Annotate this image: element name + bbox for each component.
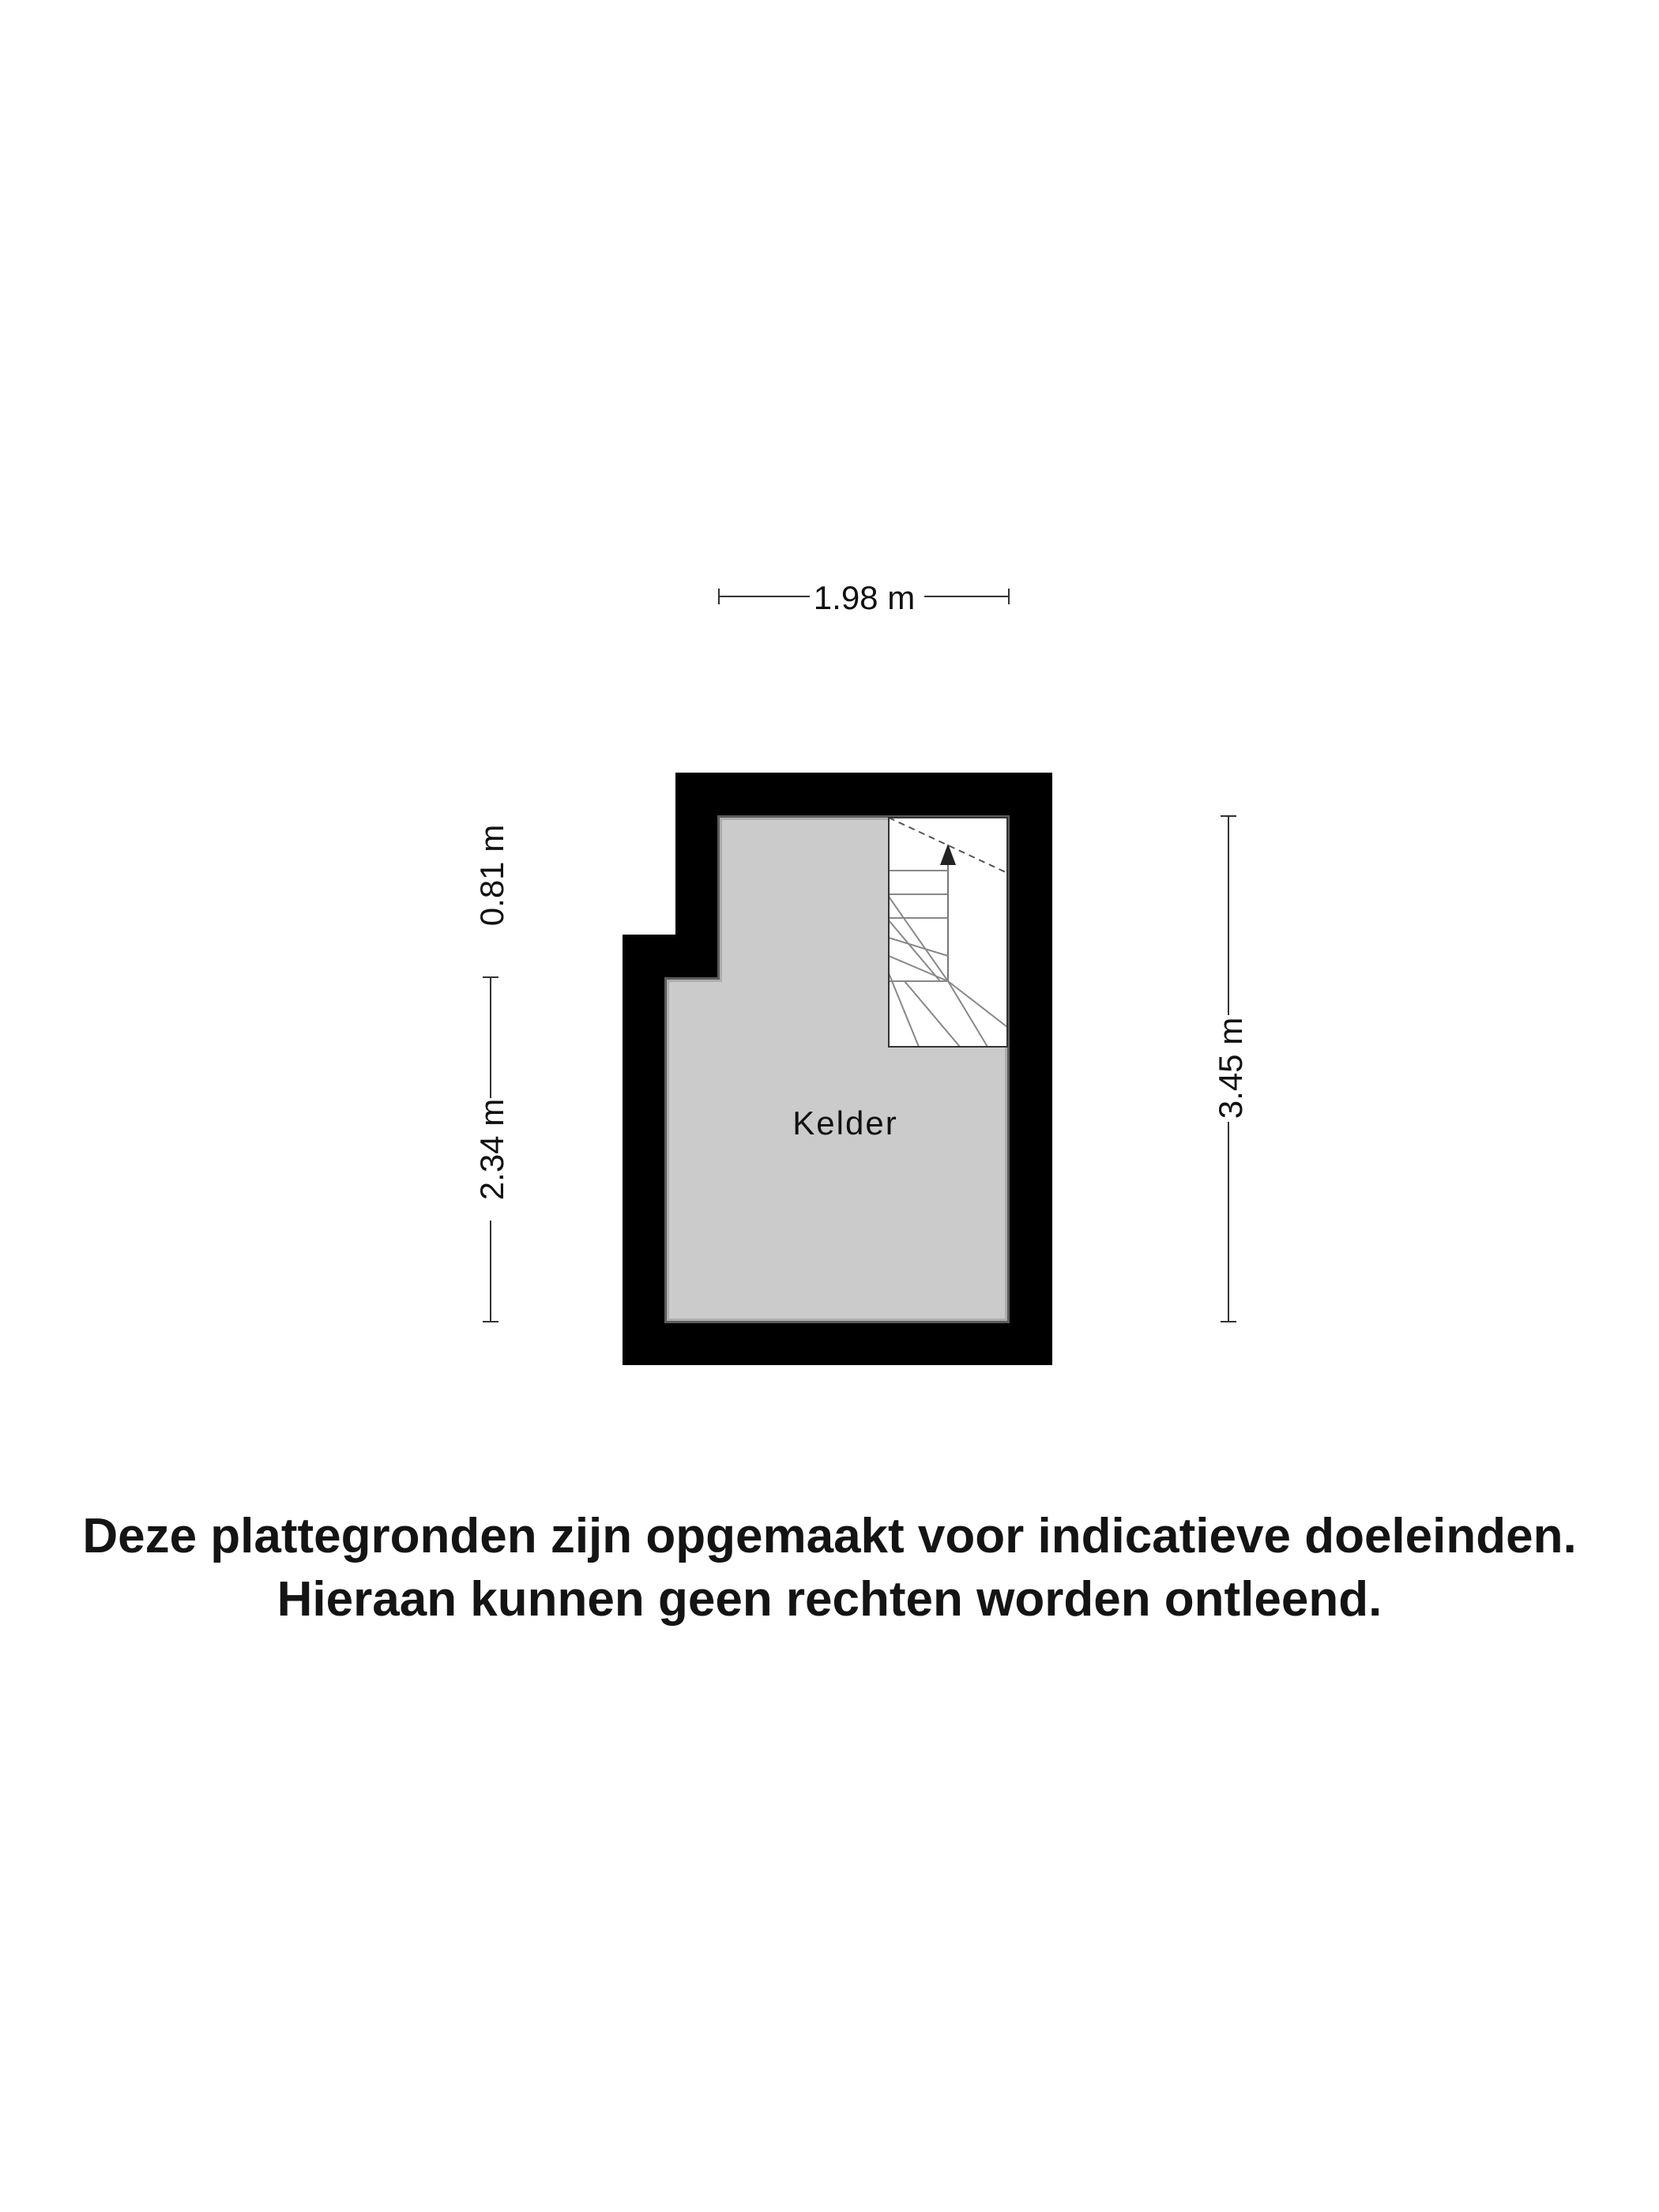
room-label: Kelder [792, 1104, 898, 1142]
dimension-label-right: 3.45 m [1212, 1017, 1249, 1119]
dimension-right-height [1212, 816, 1249, 1322]
dimension-top-width [719, 579, 1009, 616]
disclaimer-line-1: Deze plattegronden zijn opgemaakt voor indicatieve doeleinden. [82, 1509, 1577, 1563]
dimension-left-upper [473, 825, 510, 926]
dimension-label-left-upper: 0.81 m [473, 824, 510, 927]
dimension-left-lower [473, 977, 510, 1322]
disclaimer-line-2: Hieraan kunnen geen rechten worden ontleend. [276, 1572, 1382, 1627]
dimension-label-top: 1.98 m [813, 579, 916, 616]
dimension-label-left-lower: 2.34 m [473, 1098, 510, 1201]
